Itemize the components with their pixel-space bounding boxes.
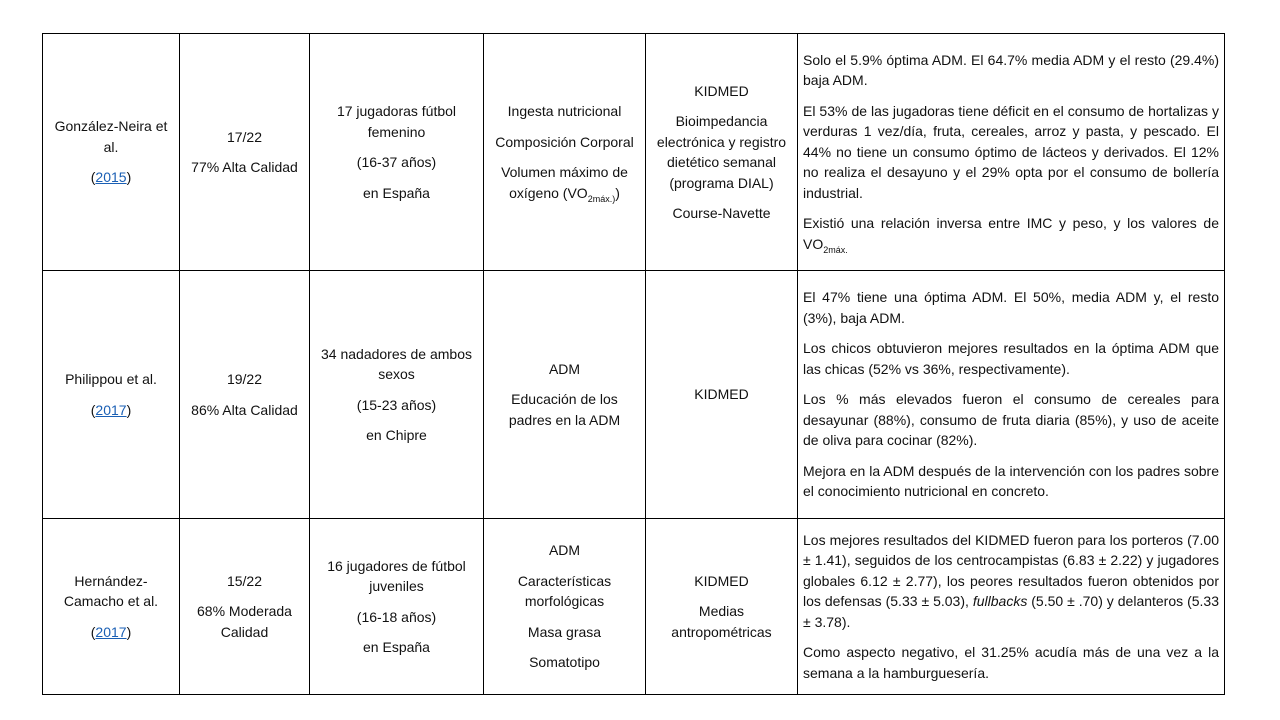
results-cell — [798, 34, 1225, 271]
instrument-item: KIDMED — [694, 386, 749, 403]
instruments-cell — [646, 34, 798, 271]
result-paragraph: Solo el 5.9% óptima ADM. El 64.7% media ADM y el resto (29.4%) baja ADM. — [803, 51, 1219, 89]
studies-table — [42, 33, 1225, 695]
variable-item: Volumen máximo de oxígeno $(VO_{2máx.)})$ — [501, 164, 628, 204]
year-link[interactable]: 2017 — [95, 623, 127, 640]
quality-cell — [180, 34, 310, 271]
quality-score: 15/22 — [226, 572, 263, 589]
result-paragraph: Como aspecto negativo, el 31.25% acudía más de una vez a la semana a la hamburguesería. — [803, 644, 1219, 681]
result-paragraph: Los % más elevados fueron el consumo de cereales para desayunar (88%), consumo de fruta diaria (85%), y uso de aceite de oliva para cocinar (82%). — [803, 391, 1219, 449]
author-name: Philippou et al. — [65, 371, 157, 387]
variables-cell — [484, 34, 646, 271]
table-row — [43, 519, 1225, 695]
year-ref: (2017) — [90, 623, 132, 640]
variables-cell — [484, 271, 646, 519]
author-name: González-Neira et al. — [54, 118, 168, 155]
instrument-item: Bioimpedancia electrónica y registro dietético semanal (programa DIAL) — [656, 113, 787, 191]
result-paragraph: El 53% de las jugadoras tiene déficit en el consumo de hortalizas y verduras 1 vez/día, fruta, cereales, arroz y pasta, y pescado. El 44% no tiene un consumo óptimo de lácteos y derivados. El 12% no realiza el desayuno y el 29% opta por el consumo de bollería industrial. — [803, 102, 1219, 201]
quality-score: 19/22 — [226, 371, 263, 387]
instrument-item: Course-Navette — [672, 205, 771, 221]
sample-cell — [310, 519, 484, 695]
variable-item: Educación de los padres en la ADM — [508, 391, 621, 428]
sample-description: 16 jugadores de fútbol juveniles — [327, 557, 466, 594]
table-row — [43, 271, 1225, 519]
variable-item: Ingesta nutricional — [507, 103, 622, 119]
result-paragraph: Mejora en la ADM después de la intervención con los padres sobre el conocimiento nutricional en concreto. — [803, 462, 1219, 500]
sample-country: en España — [363, 184, 430, 201]
result-paragraph: Los chicos obtuvieron mejores resultados en la óptima ADM que las chicas (52% vs 36%, respectivamente). — [803, 340, 1219, 377]
variable-item: Características morfológicas — [517, 572, 612, 610]
instrument-item: Medias antropométricas — [671, 603, 772, 640]
sample-country: en Chipre — [366, 427, 427, 443]
variables-cell — [484, 519, 646, 695]
author-name: Hernández-Camacho et al. — [63, 572, 159, 610]
variable-item: ADM — [548, 360, 581, 377]
quality-label: 68% Moderada Calidad — [197, 603, 292, 640]
year-link[interactable]: 2015 — [95, 169, 127, 186]
year-link[interactable]: 2017 — [95, 401, 127, 418]
variable-item: Masa grasa — [527, 623, 602, 640]
table-row — [43, 34, 1225, 271]
quality-score: 17/22 — [226, 128, 263, 145]
sample-description: 17 jugadoras fútbol femenino — [336, 103, 457, 140]
year-ref: (2017) — [90, 401, 132, 418]
instrument-item: KIDMED — [694, 572, 749, 589]
result-paragraph: Existió una relación inversa entre IMC y peso, y los valores de $VO_{2máx.}$ — [803, 215, 1219, 255]
result-paragraph: El 47% tiene una óptima ADM. El 50%, media ADM y, el resto (3%), baja ADM. — [803, 289, 1219, 326]
variable-item: Composición Corporal — [495, 133, 634, 150]
quality-label: 77% Alta Calidad — [191, 159, 298, 175]
result-paragraph: Los mejores resultados del KIDMED fueron para los porteros (7.00 ± 1.41), seguidos de los centrocampistas (6.83 ± 2.22) y jugadores globales 6.12 ± 2.77), los peores resultados fueron obtenidos por los defensas (5.33 ± 5.03), fullbacks (5.50 ± .70) y delanteros (5.33 ± 3.78). — [803, 531, 1219, 630]
author-cell — [43, 519, 180, 695]
variable-item: ADM — [548, 542, 581, 559]
sample-age: (15-23 años) — [356, 396, 437, 413]
sample-age: (16-18 años) — [356, 608, 437, 625]
variable-item: Somatotipo — [529, 654, 600, 671]
results-cell — [798, 519, 1225, 695]
year-ref: (2015) — [90, 169, 132, 186]
sample-age: (16-37 años) — [356, 154, 437, 170]
instruments-cell — [646, 271, 798, 519]
quality-label: 86% Alta Calidad — [191, 401, 298, 418]
quality-cell — [180, 271, 310, 519]
results-cell — [798, 271, 1225, 519]
instruments-cell — [646, 519, 798, 695]
author-cell — [43, 271, 180, 519]
sample-country: en España — [363, 639, 430, 655]
author-cell — [43, 34, 180, 271]
instrument-item: KIDMED — [694, 82, 749, 99]
sample-description: 34 nadadores de ambos sexos — [321, 345, 472, 382]
quality-cell — [180, 519, 310, 695]
sample-cell — [310, 34, 484, 271]
sample-cell — [310, 271, 484, 519]
